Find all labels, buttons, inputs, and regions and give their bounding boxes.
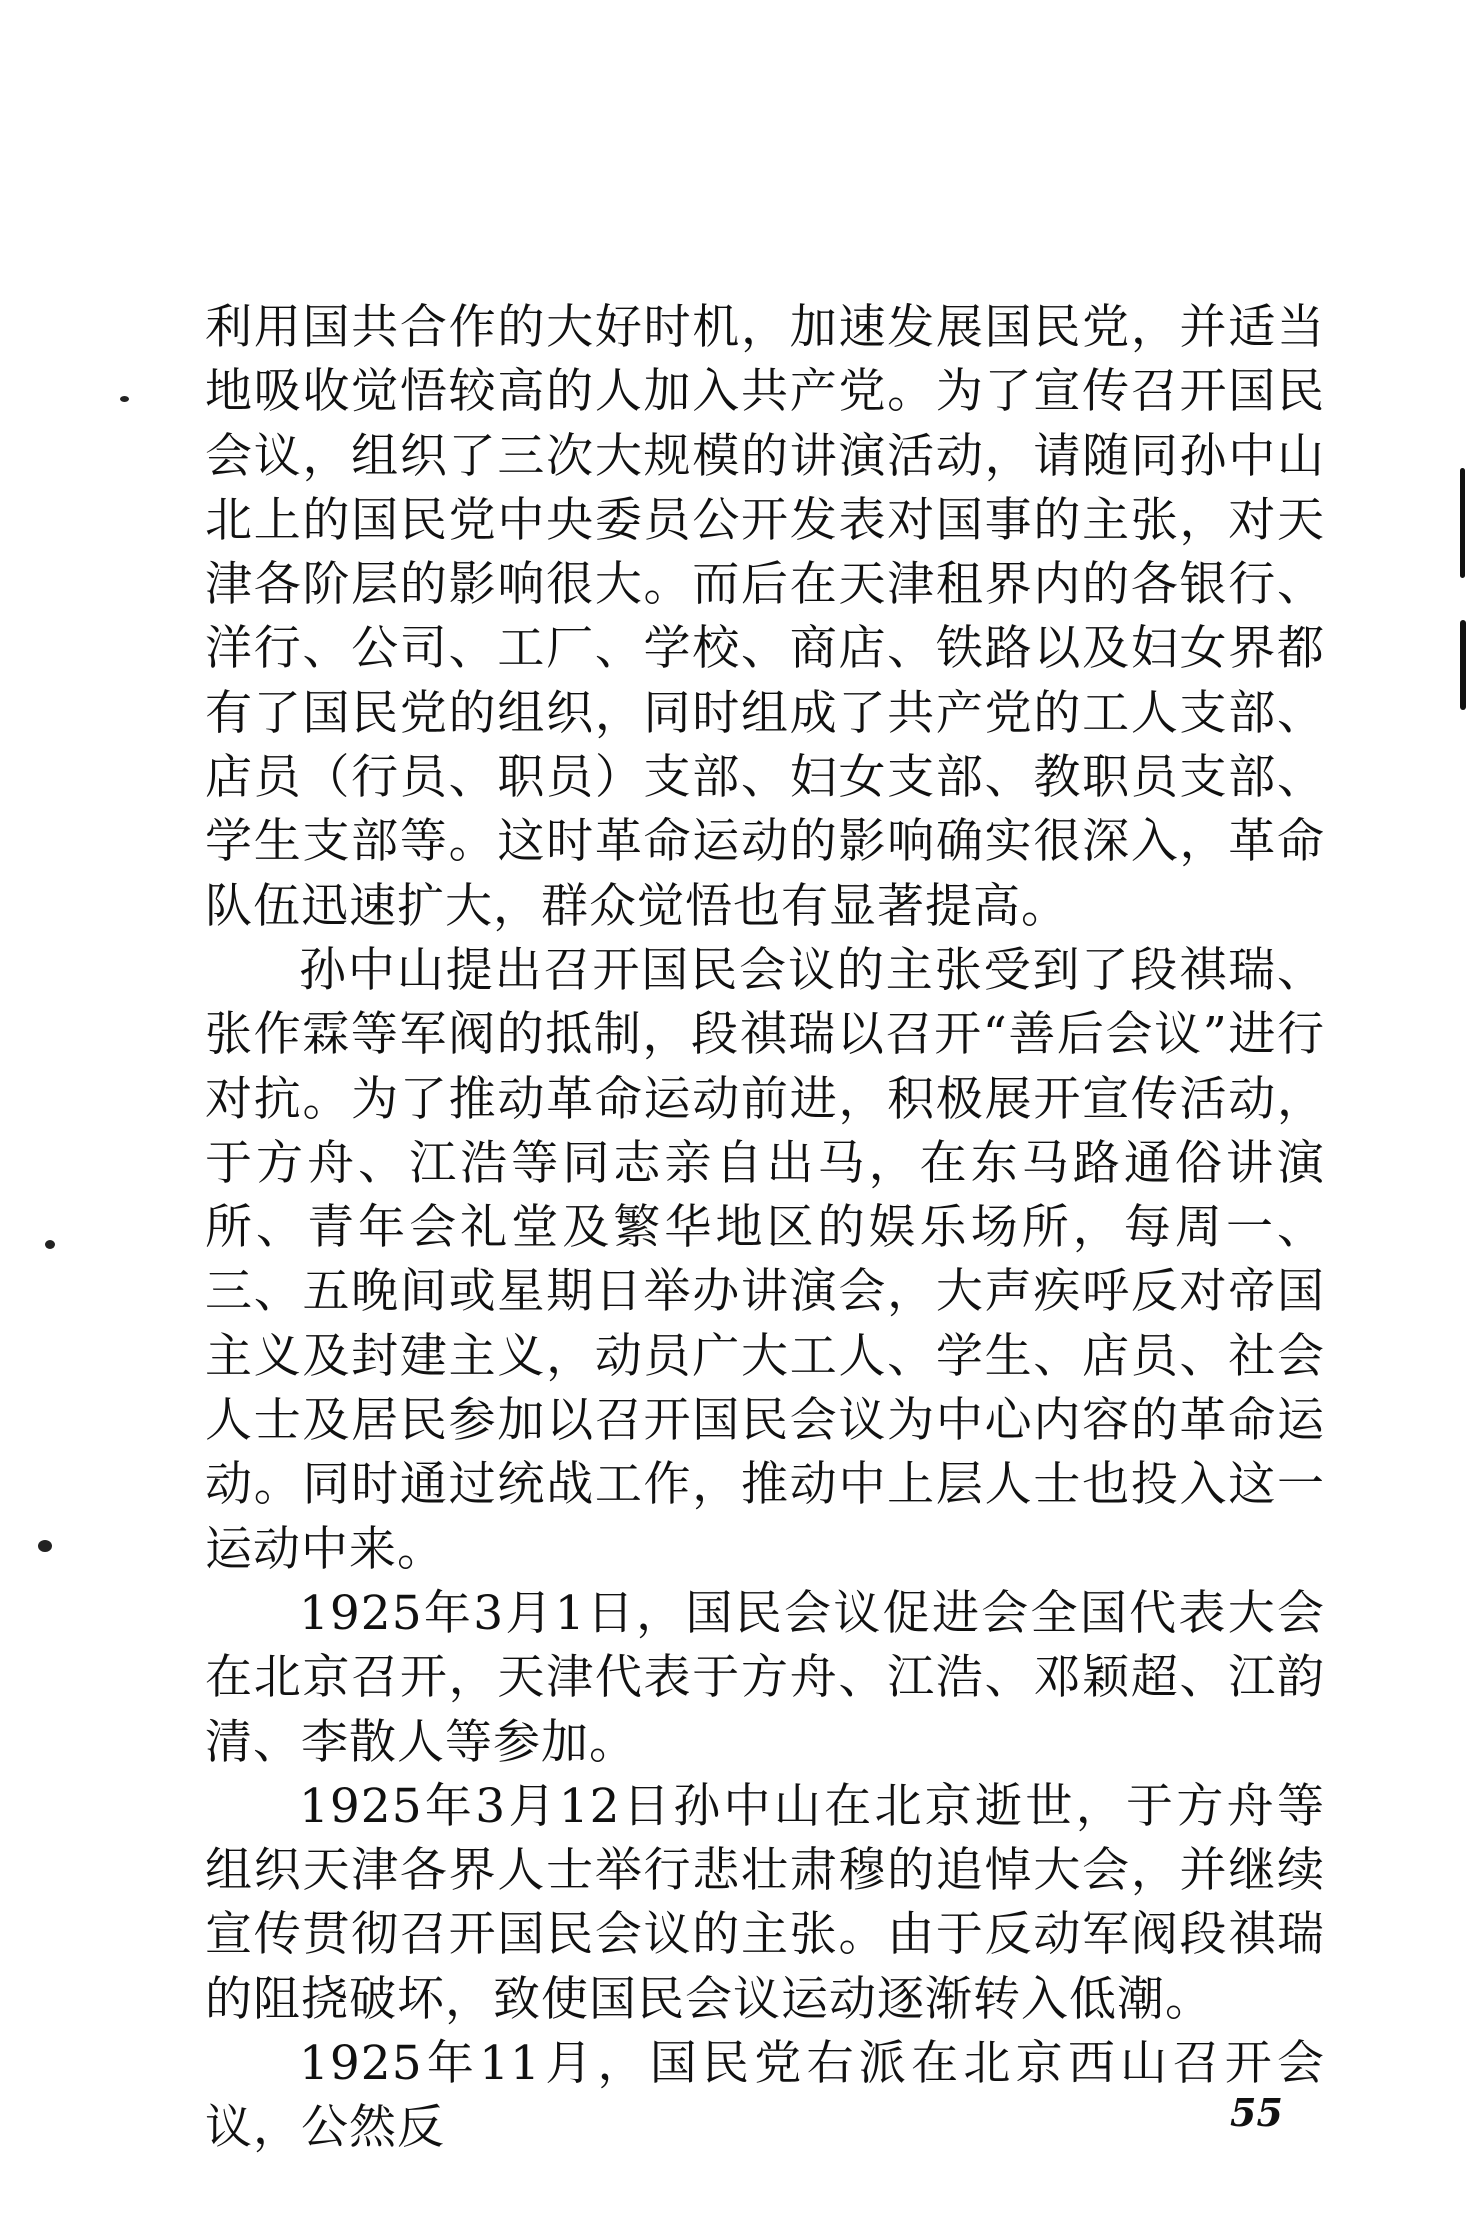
paragraph-4: 1925年3月12日孙中山在北京逝世，于方舟等组织天津各界人士举行悲壮肃穆的追悼大会，并继续宣传贯彻召开国民会议的主张。由于反动军阀段祺瑞的阻挠破坏，致使国民会议运动逐渐转入低潮。 [205, 1778, 1325, 2027]
scan-speck [38, 1540, 52, 1552]
scan-speck [45, 1240, 55, 1249]
scan-speck [120, 396, 129, 402]
paragraph-2: 孙中山提出召开国民会议的主张受到了段祺瑞、张作霖等军阀的抵制，段祺瑞以召开“善后会议”进行对抗。为了推动革命运动前进，积极展开宣传活动，于方舟、江浩等同志亲自出马，在东马路通俗讲演所、青年会礼堂及繁华地区的娱乐场所，每周一、三、五晚间或星期日举办讲演会，大声疾呼反对帝国主义及封建主义，动员广大工人、学生、店员、社会人士及居民参加以召开国民会议为中心内容的革命运动。同时通过统战工作，推动中上层人士也投入这一运动中来。 [205, 942, 1325, 1577]
paragraph-3: 1925年3月1日，国民会议促进会全国代表大会在北京召开，天津代表于方舟、江浩、邓颖超、江韵清、李散人等参加。 [205, 1585, 1325, 1770]
paragraph-5: 1925年11月，国民党右派在北京西山召开会议，公然反 [205, 2036, 1325, 2156]
page-number: 55 [1230, 2090, 1283, 2135]
scan-edge-mark [1460, 468, 1465, 578]
scan-edge-mark [1460, 620, 1466, 710]
body-text [205, 296, 1325, 2161]
paragraph-1: 利用国共合作的大好时机，加速发展国民党，并适当地吸收觉悟较高的人加入共产党。为了宣传召开国民会议，组织了三次大规模的讲演活动，请随同孙中山北上的国民党中央委员公开发表对国事的主张，对天津各阶层的影响很大。而后在天津租界内的各银行、洋行、公司、工厂、学校、商店、铁路以及妇女界都有了国民党的组织，同时组成了共产党的工人支部、店员（行员、职员）支部、妇女支部、教职员支部、学生支部等。这时革命运动的影响确实很深入，革命队伍迅速扩大，群众觉悟也有显著提高。 [205, 300, 1325, 934]
